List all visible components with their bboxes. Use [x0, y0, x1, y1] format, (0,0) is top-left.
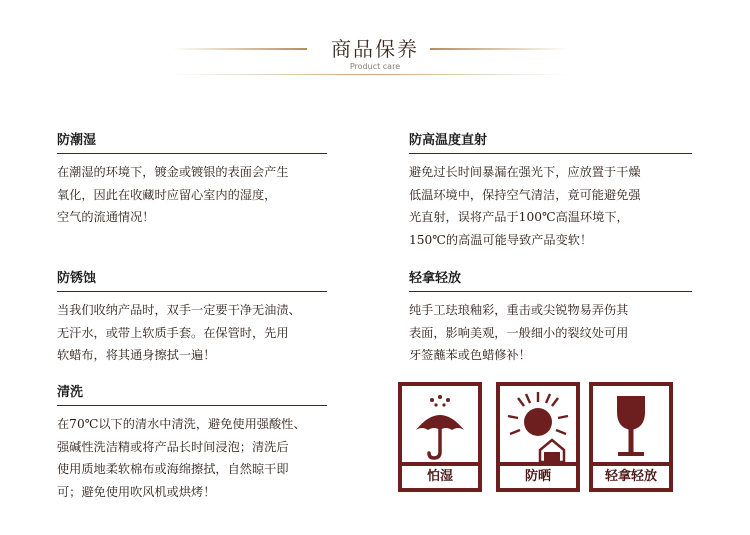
- section-line: 表面，影响美观，一般细小的裂纹处可用: [409, 325, 629, 340]
- section-title: 轻拿轻放: [409, 267, 692, 292]
- section-title: 防潮湿: [57, 129, 327, 154]
- section-heat: [409, 129, 692, 251]
- section-title: 防高温度直射: [409, 129, 692, 154]
- section-line: 光直射，误将产品于100℃高温环境下，: [409, 210, 629, 224]
- section-line: 可；避免使用吹风机或烘烤！: [57, 484, 216, 499]
- section-line: 当我们收纳产品时，双手一定要干净无油渍、: [57, 303, 301, 317]
- icon-label: 怕湿: [402, 462, 478, 488]
- icon-label: 轻拿轻放: [593, 462, 669, 488]
- header-underline: [172, 74, 568, 75]
- section-line: 软蜡布，将其通身擦拭一遍！: [57, 348, 216, 362]
- sun-icon: [500, 386, 576, 466]
- section-line: 无汗水，或带上软质手套。在保管时，先用: [57, 325, 289, 340]
- icon-label: 防晒: [500, 462, 576, 488]
- section-line: 牙签蘸苯或色蜡修补！: [409, 348, 531, 362]
- keep-from-sun-symbol: [496, 382, 580, 492]
- section-line: 强碱性洗洁精或将产品长时间浸泡；清洗后: [57, 439, 289, 454]
- keep-dry-symbol: [398, 382, 482, 492]
- section-cleaning: [57, 381, 327, 503]
- section-title: 清洗: [57, 381, 327, 406]
- section-moisture: [57, 129, 327, 229]
- section-line: 低温环境中，保持空气清洁，竟可能避免强: [409, 187, 641, 202]
- section-body: [409, 161, 692, 251]
- section-line: 避免过长时间暴漏在强光下，应放置于干燥: [409, 165, 641, 179]
- section-body: [57, 299, 327, 367]
- page-subtitle: Product care: [349, 62, 401, 71]
- section-line: 使用质地柔软棉布或海绵擦拭，自然晾干即: [57, 462, 289, 476]
- umbrella-icon: [402, 386, 478, 466]
- section-line: 纯手工珐琅釉彩，重击或尖锐物易弄伤其: [409, 303, 629, 317]
- glass-icon: [593, 386, 669, 466]
- section-title: 防锈蚀: [57, 267, 327, 292]
- section-line: 在潮湿的环境下，镀金或镀银的表面会产生: [57, 165, 289, 179]
- section-line: 150℃的高温可能导致产品变软！: [409, 232, 593, 247]
- section-line: 氧化，因此在收藏时应留心室内的湿度，: [57, 187, 277, 202]
- page-title: 商品保养: [331, 37, 419, 61]
- fragile-symbol: [589, 382, 673, 492]
- section-body: [57, 161, 327, 229]
- section-handle: [409, 267, 692, 367]
- section-body: [57, 413, 327, 503]
- section-line: 在70℃以下的清水中清洗，避免使用强酸性、: [57, 417, 306, 431]
- section-rust: [57, 267, 327, 367]
- section-body: [409, 299, 692, 367]
- section-line: 空气的流通情况！: [57, 210, 155, 224]
